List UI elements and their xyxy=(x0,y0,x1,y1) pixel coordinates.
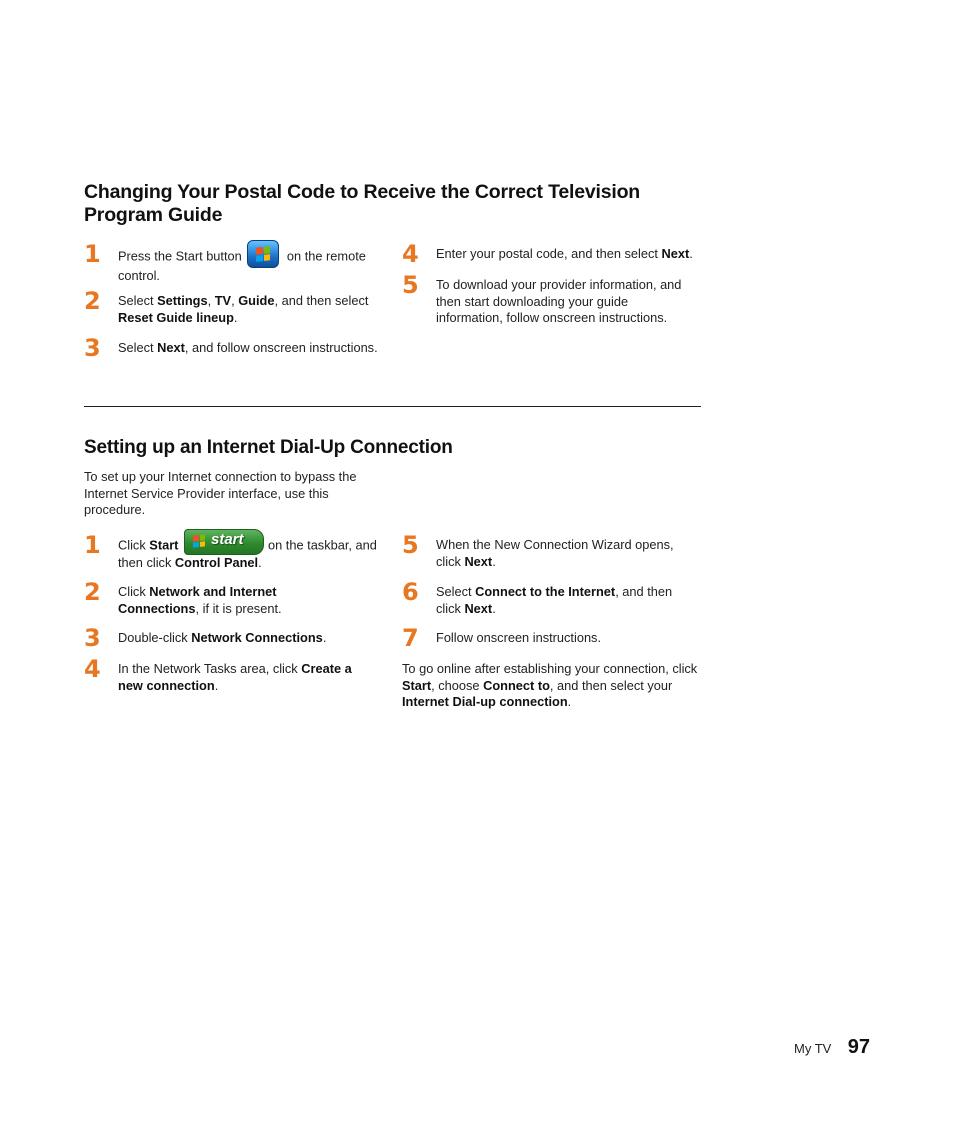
step-number: 6 xyxy=(402,578,419,606)
step-number: 3 xyxy=(84,624,101,652)
section-divider xyxy=(84,406,701,407)
step-number: 5 xyxy=(402,531,419,559)
step-text: Double-click Network Connections. xyxy=(118,630,327,645)
step-text: Select Settings, TV, Guide, and then select Reset Guide lineup. xyxy=(118,293,369,325)
step-text: Follow onscreen instructions. xyxy=(436,630,602,645)
step-number: 2 xyxy=(84,578,101,606)
step-number: 2 xyxy=(84,287,101,315)
step-number: 4 xyxy=(402,240,419,268)
windows-start-orb-icon xyxy=(247,240,279,268)
outro-paragraph: To go online after establishing your connection, click Start, choose Connect to, and then select your Internet Dial-up connection. xyxy=(402,661,698,709)
section-title-postal-code: Changing Your Postal Code to Receive the Correct Television Program Guide xyxy=(84,181,640,226)
step-number: 1 xyxy=(84,531,101,559)
page-number: 97 xyxy=(847,1036,871,1058)
page-footer xyxy=(794,1036,870,1059)
step-text: When the New Connection Wizard opens, click Next. xyxy=(436,537,674,569)
step-text: Click Network and Internet Connections, if it is present. xyxy=(118,584,282,616)
section-title-dialup: Setting up an Internet Dial-Up Connection xyxy=(84,437,453,458)
step-text: To download your provider information, and then start downloading your guide information, follow onscreen instructions. xyxy=(436,277,682,325)
step-number: 3 xyxy=(84,334,101,362)
step-number: 1 xyxy=(84,240,101,268)
step-text: Press the Start button on the remote control. xyxy=(118,246,386,285)
start-button-icon: start xyxy=(184,529,264,555)
step-text: Select Connect to the Internet, and then click Next. xyxy=(436,584,673,616)
step-text: Select Next, and follow onscreen instructions. xyxy=(118,340,378,355)
step-text: Click Start start on the taskbar, and then click Control Panel. xyxy=(118,531,377,570)
step-text: In the Network Tasks area, click Create a new connection. xyxy=(118,661,352,693)
step-number: 4 xyxy=(84,655,101,683)
step-number: 5 xyxy=(402,271,419,299)
step-number: 7 xyxy=(402,624,419,652)
intro-paragraph: To set up your Internet connection to bypass the Internet Service Provider interface, use this procedure. xyxy=(84,469,357,517)
footer-chapter-label: My TV xyxy=(794,1041,832,1056)
step-text: Enter your postal code, and then select Next. xyxy=(436,246,693,261)
